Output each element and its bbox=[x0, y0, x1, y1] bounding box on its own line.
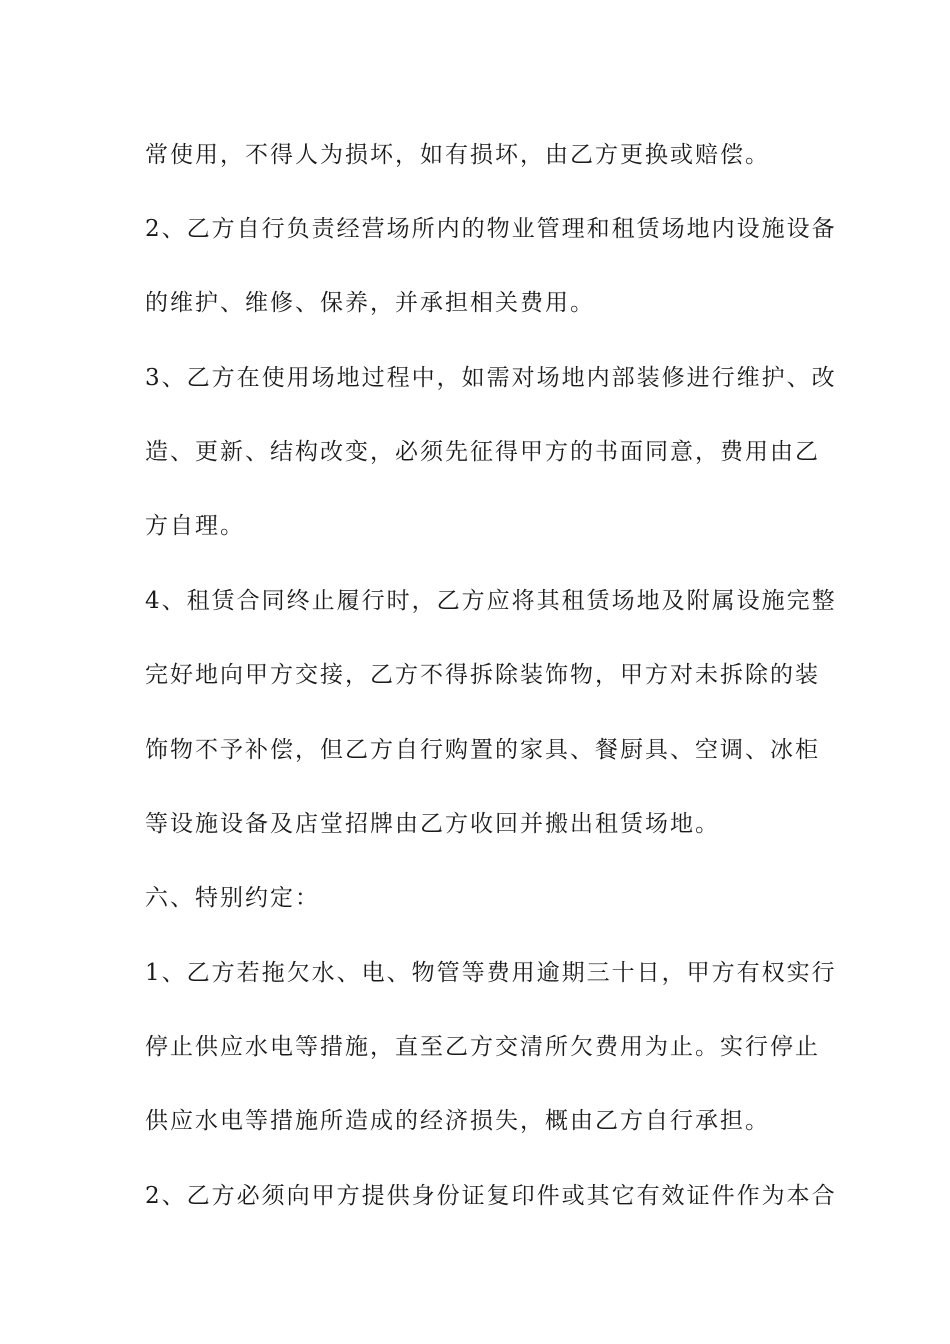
text-line: 停止供应水电等措施，直至乙方交清所欠费用为止。实行停止 bbox=[145, 1034, 820, 1060]
text-line: 饰物不予补偿，但乙方自行购置的家具、餐厨具、空调、冰柜 bbox=[145, 737, 820, 763]
text-line: 等设施设备及店堂招牌由乙方收回并搬出租赁场地。 bbox=[145, 811, 720, 837]
text-line: 的维护、维修、保养，并承担相关费用。 bbox=[145, 290, 595, 316]
text-line: 常使用，不得人为损坏，如有损坏，由乙方更换或赔偿。 bbox=[145, 142, 770, 168]
text-line: 3、乙方在使用场地过程中，如需对场地内部装修进行维护、改 bbox=[145, 365, 837, 391]
text-line: 2、乙方自行负责经营场所内的物业管理和租赁场地内设施设备 bbox=[145, 216, 837, 242]
text-line: 完好地向甲方交接，乙方不得拆除装饰物，甲方对未拆除的装 bbox=[145, 662, 820, 688]
text-line: 4、租赁合同终止履行时，乙方应将其租赁场地及附属设施完整 bbox=[145, 588, 837, 614]
text-line: 2、乙方必须向甲方提供身份证复印件或其它有效证件作为本合 bbox=[145, 1183, 837, 1209]
section-heading: 六、特别约定： bbox=[145, 885, 320, 911]
text-line: 方自理。 bbox=[145, 513, 245, 539]
text-line: 1、乙方若拖欠水、电、物管等费用逾期三十日，甲方有权实行 bbox=[145, 960, 837, 986]
text-line: 造、更新、结构改变，必须先征得甲方的书面同意，费用由乙 bbox=[145, 439, 820, 465]
text-line: 供应水电等措施所造成的经济损失，概由乙方自行承担。 bbox=[145, 1108, 770, 1134]
